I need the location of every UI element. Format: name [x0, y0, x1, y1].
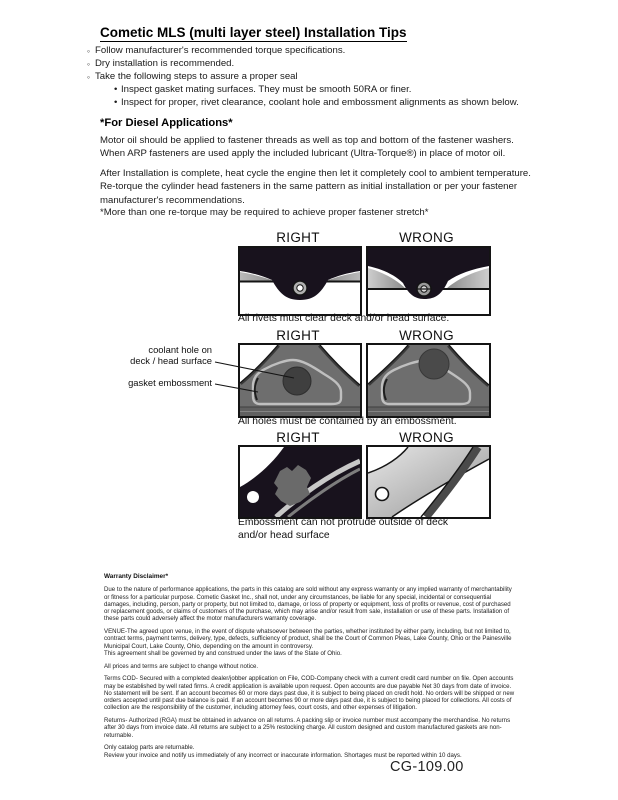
open-bullet-icon: ◦ [87, 46, 91, 56]
venue-paragraph: VENUE-The agreed upon venue, in the event of dispute whatsoever between the parties, whether instituted by either party, including, but not limited to, contract terms, payment terms, delivery, type, defects, sufficiency of product, shall be the Court of Common Pleas, Lake County, Ohio or the Painesville Municipal Court, Lake County, Ohio, depending on the amount in controversy. [104, 628, 512, 650]
retorque-note: *More than one re-torque may be required to achieve proper fastener stretch* [100, 207, 429, 218]
tip-text: Inspect for proper, rivet clearance, coolant hole and embossment alignments as shown below. [121, 96, 519, 108]
list-item [87, 71, 519, 84]
diesel-section-heading: *For Diesel Applications* [100, 117, 233, 129]
open-bullet-icon: ◦ [87, 58, 91, 69]
right-column-label: RIGHT [276, 430, 320, 445]
list-item [87, 45, 519, 58]
tip-text: Dry installation is recommended. [95, 57, 235, 69]
right-column-label: RIGHT [276, 230, 320, 245]
catalog-parts-line: Only catalog parts are returnable. [104, 744, 195, 752]
row2-caption: All holes must be contained by an embossment. [238, 416, 457, 427]
warranty-heading: Warranty Disclaimer* [104, 573, 169, 580]
gasket-embossment-label: gasket embossment [128, 377, 212, 388]
row3-caption: Embossment can not protrude outside of deck and/or head surface [238, 517, 449, 541]
coolant-hole-label: coolant hole on deck / head surface [130, 344, 212, 366]
protrusion-right-diagram [238, 445, 362, 519]
rivet-center [297, 285, 303, 291]
annotation-leader-lines [210, 350, 310, 400]
governing-law-line: This agreement shall be governed by and construed under the laws of the State of Ohio. [104, 649, 342, 657]
invoice-review-line: Review your invoice and notify us immediately of any incorrect or inaccurate information. Shortages must be reported within 10 days. [104, 751, 462, 759]
right-column-label: RIGHT [276, 328, 320, 343]
rivet-right-diagram [238, 246, 362, 316]
protrusion-wrong-diagram [366, 445, 491, 519]
warranty-paragraph: Due to the nature of performance applications, the parts in this catalog are sold without any express warranty or any implied warranty of merchantability or fitness for a particular purpose. Cometic Gasket Inc., shall not, under any circumstances, be liable for any special, incidental or consequential damages, including, person, party or property, but not limited to, damage, or loss of property or equipment, loss of profits or revenue, cost of purchased or replacement goods, or claims of customers of the purchase, which may arise and/or result from sale, installation or use of these parts. Installation of these parts could adversely affect the motor manufacturers warranty coverage. [104, 586, 512, 623]
warranty-disclaimer-block [104, 573, 517, 764]
bolt-hole [247, 491, 259, 503]
filled-bullet-icon: • [114, 83, 118, 95]
row1-caption: All rivets must clear deck and/or head surface. [238, 313, 450, 324]
terms-cod-paragraph: Terms COD- Secured with a completed dealer/jobber application on File, COD-Company check with a current credit card number on file. Open accounts may be established by well rated firms. A credit application is available upon request. Open accounts are due payable Net 30 days from date of invoice. No statement will be sent. If an account becomes 60 or more days past due, it is subject to being placed on credit hold. No orders will be shipped or new orders accepted until past due balance is paid. If an account becomes 90 or more days past due, it is subject to being placed for collections. All costs of collection are the responsibility of the customer, including attorney fees, court costs, and other expenses of litigation. [104, 675, 515, 712]
bolt-hole [376, 488, 389, 501]
leader-line-embossment [215, 384, 258, 392]
list-item [114, 84, 519, 97]
list-item [114, 97, 519, 110]
tip-text: Take the following steps to assure a proper seal [95, 70, 298, 82]
open-bullet-icon: ◦ [87, 71, 91, 82]
list-item [87, 58, 519, 71]
installation-tips-list [87, 45, 519, 110]
prices-terms-line: All prices and terms are subject to change without notice. [104, 662, 259, 670]
leader-line-coolant [215, 362, 294, 378]
tip-text: Inspect gasket mating surfaces. They must be smooth 50RA or finer. [121, 83, 412, 95]
page-title: Cometic MLS (multi layer steel) Installation Tips [100, 25, 407, 40]
embossment-wrong-diagram [366, 343, 491, 418]
wrong-column-label: WRONG [399, 328, 454, 343]
page-number: CG-109.00 [390, 759, 464, 775]
rivet-wrong-diagram [366, 246, 491, 316]
diesel-paragraph-2: After Installation is complete, heat cycle the engine then let it completely cool to ambient temperature. Re-torque the cylinder head fasteners in the same pattern as initial installation or per your fastener manufacturer's recommendations. [100, 168, 531, 206]
coolant-hole-misaligned [419, 349, 449, 379]
filled-bullet-icon: • [114, 96, 118, 108]
diesel-paragraph-1: Motor oil should be applied to fastener threads as well as top and bottom of the fastener washers. When ARP fasteners are used apply the included lubricant (Ultra-Torque®) in place of motor oil. [100, 135, 514, 160]
wrong-column-label: WRONG [399, 230, 454, 245]
returns-paragraph: Returns- Authorized (RGA) must be obtained in advance on all returns. A packing slip or invoice number must accompany the merchandise. No returns after 30 days from invoice date. All returns are subject to a 25% restocking charge. All custom designed and custom manufactured gaskets are non-returnable. [104, 717, 511, 739]
tip-text: Follow manufacturer's recommended torque specifications. [95, 45, 346, 56]
wrong-column-label: WRONG [399, 430, 454, 445]
